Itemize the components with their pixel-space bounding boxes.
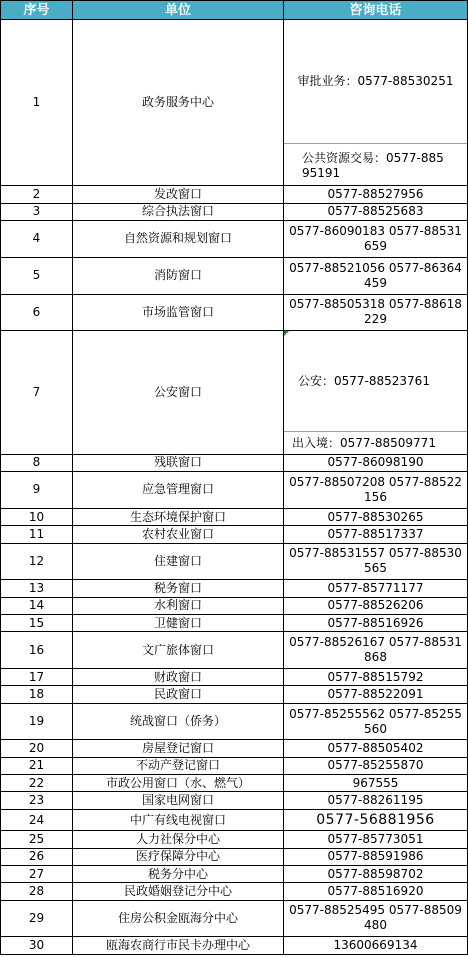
row-index: 24	[1, 809, 73, 830]
row-unit: 残联窗口	[73, 454, 284, 471]
row-unit: 国家电网窗口	[73, 792, 284, 809]
row-unit: 综合执法窗口	[73, 203, 284, 220]
row-unit: 民政婚姻登记分中心	[73, 883, 284, 900]
phone-approval: 审批业务：0577-88530251	[284, 20, 467, 144]
row-phone: 0577-88515792	[284, 669, 468, 686]
row-phone: 0577-88507208 0577-88522156	[284, 472, 468, 509]
row-index: 3	[1, 203, 73, 220]
row-phone: 0577-88517337	[284, 526, 468, 543]
row-phone: 0577-88527956	[284, 186, 468, 203]
row-phone: 0577-88530265	[284, 508, 468, 525]
row-unit: 政务服务中心	[73, 20, 284, 186]
table-row	[1, 883, 468, 900]
row-unit: 水利窗口	[73, 597, 284, 614]
table-row	[1, 900, 468, 937]
table-row	[1, 937, 468, 955]
table-row	[1, 865, 468, 882]
row-index: 14	[1, 597, 73, 614]
table-row	[1, 203, 468, 220]
row-unit: 市政公用窗口（水、燃气）	[73, 775, 284, 792]
row-unit: 财政窗口	[73, 669, 284, 686]
row-phone: 0577-88598702	[284, 865, 468, 882]
row-phone: 0577-88591986	[284, 848, 468, 865]
row-phone: 0577-88526167 0577-88531868	[284, 632, 468, 669]
row-phone: 0577-86098190	[284, 454, 468, 471]
table-row	[1, 472, 468, 509]
row-index: 9	[1, 472, 73, 509]
row-phone: 0577-85771177	[284, 580, 468, 597]
row-unit: 不动产登记窗口	[73, 757, 284, 774]
row-phone: 0577-88522091	[284, 686, 468, 703]
row-index: 10	[1, 508, 73, 525]
row-index: 17	[1, 669, 73, 686]
row-unit: 统战窗口（侨务）	[73, 703, 284, 740]
table-row	[1, 597, 468, 614]
row-unit: 税务窗口	[73, 580, 284, 597]
row-unit: 瓯海农商行市民卡办理中心	[73, 937, 284, 955]
header-unit: 单位	[73, 1, 284, 20]
table-row	[1, 294, 468, 331]
row-phone: 0577-88505318 0577-88618229	[284, 294, 468, 331]
row-unit: 住房公积金瓯海分中心	[73, 900, 284, 937]
row-unit: 文广旅体窗口	[73, 632, 284, 669]
row-index: 11	[1, 526, 73, 543]
table-row	[1, 257, 468, 294]
row-unit: 生态环境保护窗口	[73, 508, 284, 525]
row-unit: 发改窗口	[73, 186, 284, 203]
table-row	[1, 809, 468, 830]
row-index: 23	[1, 792, 73, 809]
row-index: 25	[1, 831, 73, 848]
table-row	[1, 508, 468, 525]
row-index: 4	[1, 221, 73, 258]
row-index: 27	[1, 865, 73, 882]
row-index: 7	[1, 331, 73, 455]
row-unit: 住建窗口	[73, 543, 284, 580]
row-phone: 0577-86090183 0577-88531659	[284, 221, 468, 258]
row-phone: 0577-88521056 0577-86364459	[284, 257, 468, 294]
row-phone: 0577-85255870	[284, 757, 468, 774]
row-index: 28	[1, 883, 73, 900]
table-row	[1, 186, 468, 203]
row-phone: 0577-88505402	[284, 740, 468, 757]
row-phone: 0577-88526206	[284, 597, 468, 614]
table-row	[1, 703, 468, 740]
table-row	[1, 686, 468, 703]
table-row	[1, 454, 468, 471]
row-phone: 0577-88516920	[284, 883, 468, 900]
table-row	[1, 632, 468, 669]
row-unit: 自然资源和规划窗口	[73, 221, 284, 258]
phone-resource-trading: 公共资源交易：0577-88595191	[302, 151, 444, 181]
row-phone: 0577-88531557 0577-88530565	[284, 543, 468, 580]
table-row	[1, 669, 468, 686]
row-unit: 中广有线电视窗口	[73, 809, 284, 830]
row-unit: 税务分中心	[73, 865, 284, 882]
row-index: 21	[1, 757, 73, 774]
table-row	[1, 543, 468, 580]
row-phone: 0577-88525495 0577-88509480	[284, 900, 468, 937]
table-row	[1, 526, 468, 543]
row-phone: 0577-85255562 0577-85255560	[284, 703, 468, 740]
row-index: 5	[1, 257, 73, 294]
row-phone: 0577-56881956	[284, 809, 468, 830]
table-row	[1, 331, 468, 455]
row-index: 2	[1, 186, 73, 203]
row-index: 26	[1, 848, 73, 865]
row-index: 1	[1, 20, 73, 186]
row-phone	[284, 20, 468, 186]
table-row	[1, 792, 468, 809]
row-index: 19	[1, 703, 73, 740]
row-phone: 0577-88525683	[284, 203, 468, 220]
table-row	[1, 221, 468, 258]
row-phone	[284, 331, 468, 455]
row-index: 8	[1, 454, 73, 471]
row-index: 13	[1, 580, 73, 597]
row-unit: 农村农业窗口	[73, 526, 284, 543]
table-row	[1, 757, 468, 774]
row-unit: 公安窗口	[73, 331, 284, 455]
table-row	[1, 580, 468, 597]
row-unit: 消防窗口	[73, 257, 284, 294]
row-phone: 0577-88516926	[284, 614, 468, 631]
row-phone: 0577-85773051	[284, 831, 468, 848]
row-phone: 13600669134	[284, 937, 468, 955]
row-phone: 967555	[284, 775, 468, 792]
table-row	[1, 848, 468, 865]
header-index: 序号	[1, 1, 73, 20]
row-unit: 房屋登记窗口	[73, 740, 284, 757]
row-index: 16	[1, 632, 73, 669]
phone-police: 公安：0577-88523761	[284, 331, 467, 432]
row-phone: 0577-88261195	[284, 792, 468, 809]
row-index: 20	[1, 740, 73, 757]
row-unit: 卫健窗口	[73, 614, 284, 631]
table-row	[1, 20, 468, 186]
table-row	[1, 775, 468, 792]
row-unit: 医疗保障分中心	[73, 848, 284, 865]
row-unit: 市场监管窗口	[73, 294, 284, 331]
table-row	[1, 831, 468, 848]
header-row	[1, 1, 468, 20]
header-phone: 咨询电话	[284, 1, 468, 20]
row-index: 12	[1, 543, 73, 580]
row-index: 15	[1, 614, 73, 631]
row-unit: 人力社保分中心	[73, 831, 284, 848]
phone-exit-entry: 出入境：0577-88509771	[292, 436, 436, 451]
row-index: 6	[1, 294, 73, 331]
row-index: 22	[1, 775, 73, 792]
row-unit: 应急管理窗口	[73, 472, 284, 509]
row-index: 29	[1, 900, 73, 937]
table-row	[1, 740, 468, 757]
table-row	[1, 614, 468, 631]
row-unit: 民政窗口	[73, 686, 284, 703]
row-index: 18	[1, 686, 73, 703]
row-index: 30	[1, 937, 73, 955]
